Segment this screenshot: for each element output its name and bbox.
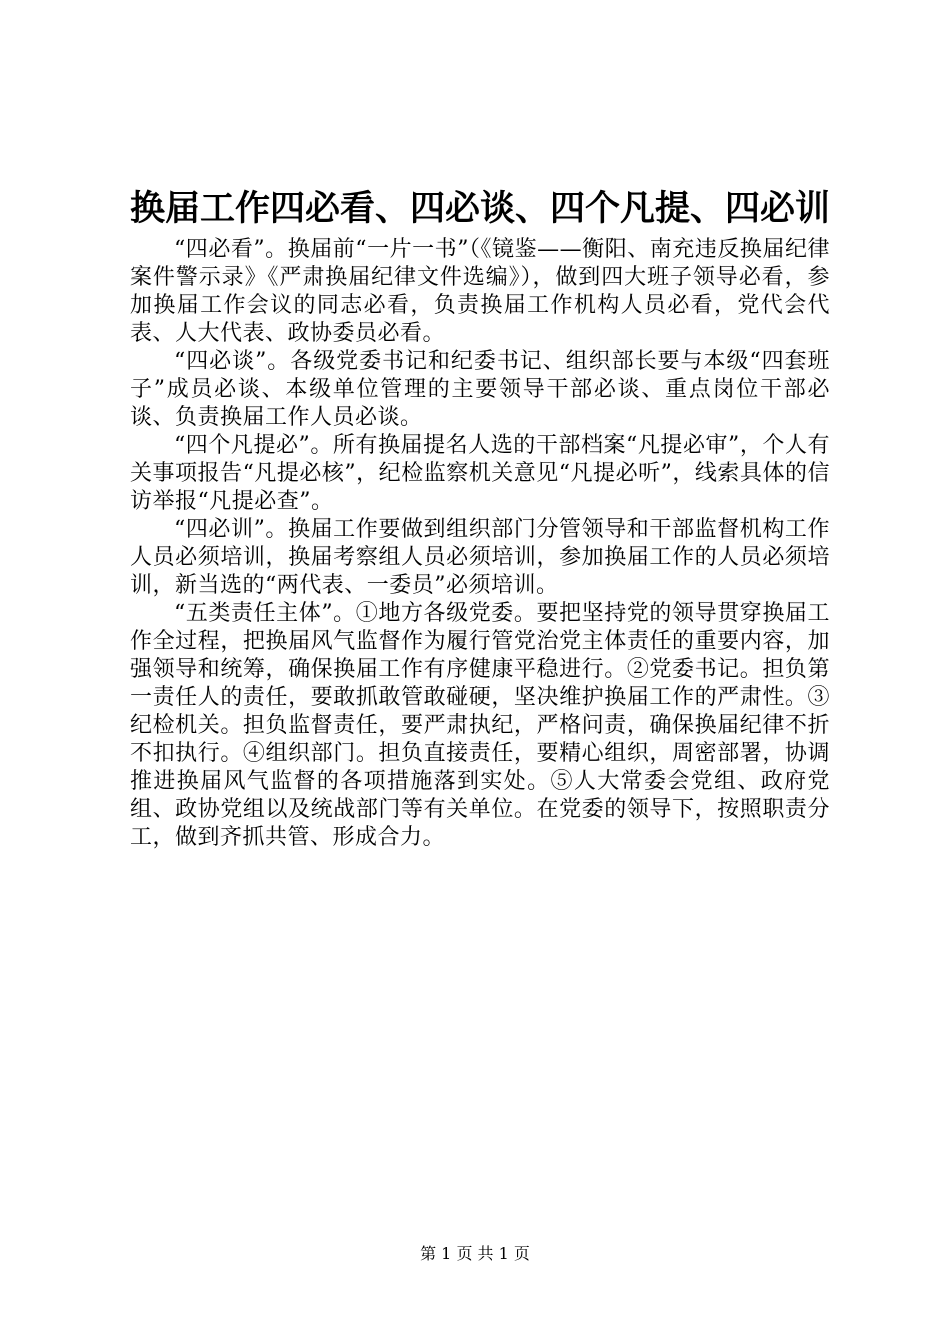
document-title: 换届工作四必看、四必谈、四个凡提、四必训	[130, 188, 831, 229]
paragraph-wu-lei-zeren-zhuti: “五类责任主体”。①地方各级党委。要把坚持党的领导贯穿换届工作全过程，把换届风气监督作为履行管党治党主体责任的重要内容，加强领导和统筹，确保换届工作有序健康平稳进行。②党委书记。担负第一责任人的责任，要敢抓敢管敢碰硬，坚决维护换届工作的严肃性。③纪检机关。担负监督责任，要严肃执纪，严格问责，确保换届纪律不折不扣执行。④组织部门。担负直接责任，要精心组织，周密部署，协调推进换届风气监督的各项措施落到实处。⑤人大常委会党组、政府党组、政协党组以及统战部门等有关单位。在党委的领导下，按照职责分工，做到齐抓共管、形成合力。	[130, 601, 830, 850]
paragraph-si-ge-fan-ti: “四个凡提必”。所有换届提名人选的干部档案“凡提必审”，个人有关事项报告“凡提必核”，纪检监察机关意见“凡提必听”，线索具体的信访举报“凡提必查”。	[130, 433, 830, 514]
paragraph-si-bi-xun: “四必训”。换届工作要做到组织部门分管领导和干部监督机构工作人员必须培训，换届考察组人员必须培训，参加换届工作的人员必须培训，新当选的“两代表、一委员”必须培训。	[130, 517, 830, 598]
paragraph-si-bi-kan: “四必看”。换届前“一片一书”（《镜鉴——衡阳、南充违反换届纪律案件警示录》《严肃换届纪律文件选编》），做到四大班子领导必看，参加换届工作会议的同志必看，负责换届工作机构人员必看，党代会代表、人大代表、政协委员必看。	[130, 237, 830, 346]
page-footer: 第 1 页 共 1 页	[420, 1244, 530, 1263]
paragraph-si-bi-tan: “四必谈”。各级党委书记和纪委书记、组织部长要与本级“四套班子”成员必谈、本级单位管理的主要领导干部必谈、重点岗位干部必谈、负责换届工作人员必谈。	[130, 349, 830, 430]
document-body	[130, 236, 830, 852]
